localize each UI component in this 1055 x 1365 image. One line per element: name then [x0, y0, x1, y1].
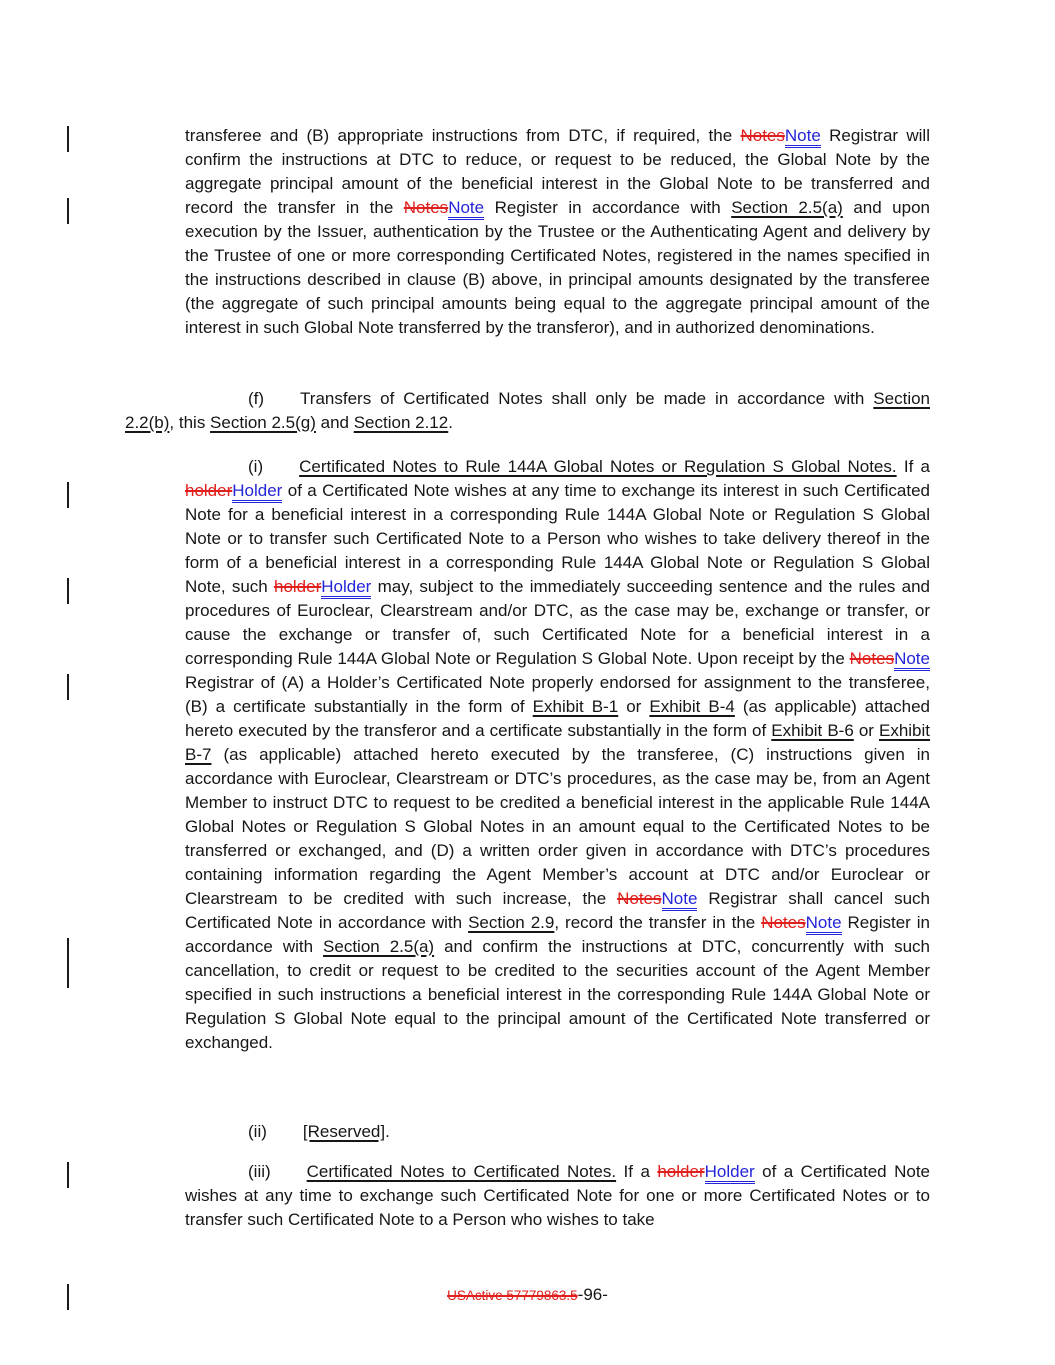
deleted-text: Notes: [617, 889, 662, 908]
inserted-text: Note: [662, 889, 698, 911]
change-bar: [67, 938, 69, 988]
clause-iii: [185, 1160, 930, 1232]
underlined-reference: [Reserved]: [302, 1122, 386, 1141]
footer-deleted-stamp: USActive 57779863.5: [447, 1288, 578, 1303]
text-run: Registrar will confirm the instructions at DTC to reduce, or request to be reduced, the Global Note by the aggregate principal amount of the beneficial interest in the Global Note to be transferred and record the transfer in the: [185, 126, 930, 217]
underlined-reference: Certificated Notes to Certificated Notes.: [306, 1162, 617, 1181]
deleted-text: Notes: [761, 913, 806, 932]
underlined-reference: Exhibit B-6: [771, 721, 854, 740]
text-run: (ii): [248, 1122, 267, 1141]
underlined-reference: Section 2.5(a): [731, 198, 843, 217]
text-run: transferee and (B) appropriate instructions from DTC, if required, the: [185, 126, 741, 145]
page-number: -96-: [577, 1285, 608, 1304]
inserted-text: Holder: [232, 481, 282, 503]
change-bar: [67, 674, 69, 700]
text-run: , this: [169, 413, 211, 432]
underlined-reference: Section 2.9: [468, 913, 555, 932]
change-bar: [67, 482, 69, 508]
underlined-reference: Section 2.12: [353, 413, 449, 432]
inserted-text: Holder: [321, 577, 371, 599]
text-run: or: [853, 721, 879, 740]
underlined-reference: Exhibit B-4: [649, 697, 735, 716]
text-run: Register in accordance with: [185, 913, 931, 956]
text-run: (as applicable) attached hereto executed by the transferor and a certificate substantially in the form of: [185, 697, 931, 740]
text-run: or: [618, 697, 650, 716]
text-run: .: [385, 1122, 390, 1141]
text-run: of a Certificated Note wishes at any time to exchange such Certificated Note for one or more Certificated Notes or to transfer such Certificated Note to a Person who wishes to take: [185, 1162, 930, 1229]
inserted-text: Note: [785, 126, 821, 148]
paragraph-continuation-e: [185, 124, 930, 340]
underlined-reference: Exhibit B-7: [185, 721, 931, 764]
text-run: If a: [896, 457, 930, 476]
deleted-text: Notes: [740, 126, 785, 145]
text-run: .: [448, 413, 453, 432]
paragraph-f: [125, 387, 930, 435]
inserted-text: Note: [806, 913, 842, 935]
underlined-reference: Section 2.5(a): [323, 937, 435, 956]
text-run: (iii): [248, 1162, 271, 1181]
text-run: Transfers of Certificated Notes shall only be made in accordance with: [300, 389, 874, 408]
deleted-text: Notes: [849, 649, 895, 668]
page-footer: [0, 1283, 1055, 1308]
inserted-text: Note: [894, 649, 930, 671]
text-run: (i): [248, 457, 264, 476]
text-run: of a Certificated Note wishes at any time to exchange its interest in such Certificated Note for a beneficial interest in a corresponding Rule 144A Global Note or Regulation S Global Note or to transfer such Certificated Note to a Person who wishes to take delivery thereof in the form of a beneficial interest in a corresponding Rule 144A Global Note or Regulation S Global Note, such: [185, 481, 930, 596]
text-run: (as applicable) attached hereto executed by the transferee, (C) instructions given in accordance with Euroclear, Clearstream or DTC’s procedures, as the case may be, from an Agent Member to instruct DTC to request to be credited a beneficial interest in the applicable Rule 144A Global Notes or Regulation S Global Notes in an amount equal to the Certificated Notes to be transferred or exchanged, and (D) a written order given in accordance with DTC’s procedures containing information regarding the Agent Member’s account at DTC and/or Euroclear or Clearstream to be credited with such increase, the: [185, 745, 930, 908]
underlined-reference: Certificated Notes to Rule 144A Global Notes or Regulation S Global Notes.: [299, 457, 897, 476]
change-bar: [67, 198, 69, 224]
clause-ii: [185, 1120, 930, 1144]
deleted-text: holder: [274, 577, 322, 596]
inserted-text: Holder: [705, 1162, 755, 1184]
underlined-reference: Exhibit B-1: [532, 697, 619, 716]
deleted-text: holder: [657, 1162, 705, 1181]
text-run: , record the transfer in the: [554, 913, 762, 932]
clause-i: [185, 455, 930, 1055]
text-run: and confirm the instructions at DTC, concurrently with such cancellation, to credit or request to be credited to the securities account of the Agent Member specified in such instructions a beneficial interest in the corresponding Rule 144A Global Note or Regulation S Global Note equal to the principal amount of the Certificated Note transferred or exchanged.: [185, 937, 930, 1052]
text-run: If a: [616, 1162, 658, 1181]
text-run: Registrar of (A) a Holder’s Certificated Note properly endorsed for assignment to the transferee, (B) a certificate substantially in the form of: [185, 673, 930, 716]
change-bar: [67, 1162, 69, 1188]
underlined-reference: Section 2.2(b): [125, 389, 930, 432]
text-run: Registrar shall cancel such Certificated Note in accordance with: [185, 889, 931, 932]
deleted-text: Notes: [403, 198, 449, 217]
underlined-reference: Section 2.5(g): [210, 413, 316, 432]
inserted-text: Note: [448, 198, 484, 220]
text-run: and: [315, 413, 354, 432]
text-run: may, subject to the immediately succeeding sentence and the rules and procedures of Euroclear, Clearstream and/or DTC, as the case may be, exchange or transfer, or cause the exchange or transfer of, such Certificated Note for a beneficial interest in a corresponding Rule 144A Global Note or Regulation S Global Note. Upon receipt by the: [185, 577, 930, 668]
change-bar: [67, 578, 69, 604]
deleted-text: holder: [185, 481, 233, 500]
text-run: Register in accordance with: [484, 198, 732, 217]
change-bar: [67, 126, 69, 152]
text-run: and upon execution by the Issuer, authentication by the Trustee or the Authenticating Agent and delivery by the Trustee of one or more corresponding Certificated Notes, registered in the names specified in the instructions described in clause (B) above, in principal amounts designated by the transferee (the aggregate of such principal amounts being equal to the aggregate principal amount of the interest in such Global Note transferred by the transferor), and in authorized denominations.: [185, 198, 930, 337]
text-run: (f): [248, 389, 265, 408]
